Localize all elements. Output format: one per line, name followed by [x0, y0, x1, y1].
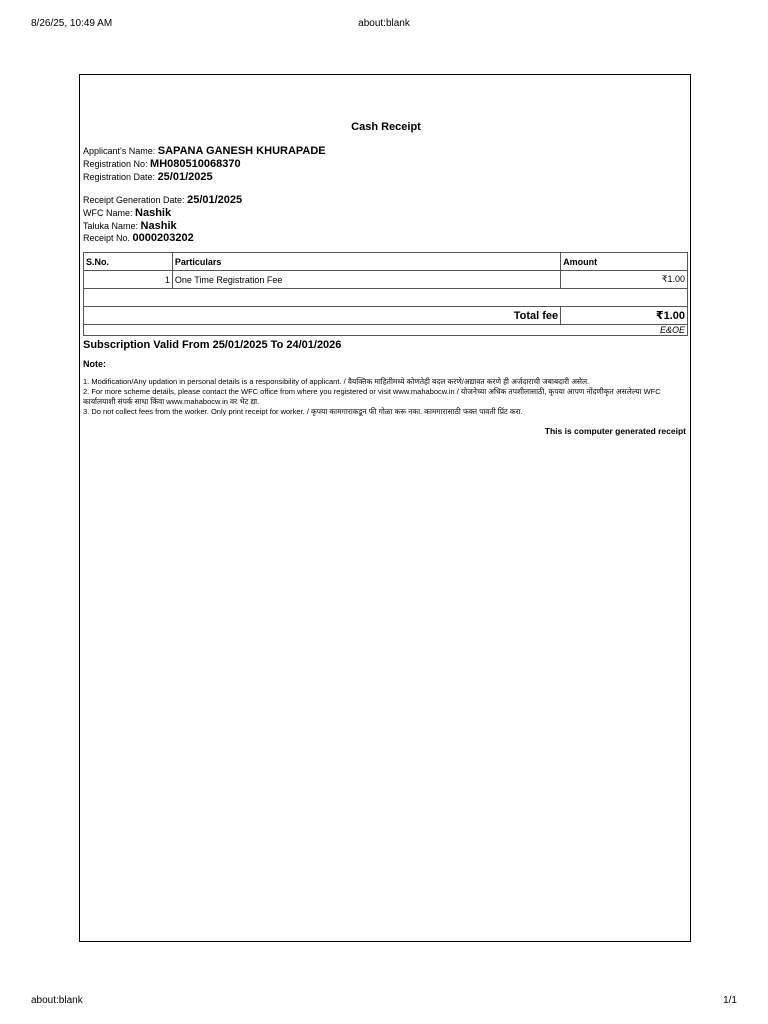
receipt-generation-date-label: Receipt Generation Date: [83, 195, 185, 205]
subscription-validity: Subscription Valid From 25/01/2025 To 24/01/2026 [83, 339, 342, 351]
applicant-name-line [83, 145, 326, 157]
table-row [84, 271, 688, 289]
fee-table [83, 252, 688, 336]
row-amount: ₹1.00 [561, 271, 688, 289]
registration-no-label: Registration No: [83, 159, 148, 169]
table-blank-row [84, 289, 688, 307]
total-fee-value: ₹1.00 [561, 307, 688, 325]
wfc-name-value: Nashik [135, 207, 172, 219]
note-label: Note: [83, 359, 106, 369]
receipt-frame [79, 74, 691, 942]
receipt-no-line [83, 232, 194, 244]
taluka-name-line [83, 220, 177, 232]
taluka-name-value: Nashik [140, 220, 177, 232]
blank-cell [84, 289, 688, 307]
header-sno: S.No. [84, 253, 173, 271]
applicant-name-label: Applicant's Name: [83, 146, 156, 156]
notes-list [83, 377, 688, 417]
print-footer [0, 995, 768, 1009]
row-particulars: One Time Registration Fee [172, 271, 560, 289]
registration-no-value: MH080510068370 [150, 158, 241, 170]
total-fee-label: Total fee [84, 307, 561, 325]
registration-date-line [83, 171, 213, 183]
wfc-name-label: WFC Name: [83, 208, 133, 218]
note-item: 1. Modification/Any updation in personal details is a responsibility of applicant. / वैयक्तिक माहितीमध्ये कोणतेही बदल करणे/अद्यावत करणे ही अर्जदाराची जबाबदारी असेल. [83, 377, 590, 386]
registration-date-label: Registration Date: [83, 172, 156, 182]
receipt-generation-date-value: 25/01/2025 [187, 194, 243, 206]
applicant-name-value: SAPANA GANESH KHURAPADE [157, 145, 326, 157]
header-particulars: Particulars [172, 253, 560, 271]
note-item: 2. For more scheme details, please contact the WFC office from where you registered or visit www.mahabocw.in / योजनेच्या अधिक तपशीलासाठी, कृपया आपण नोंदणीकृत असलेल्या WFC कार्यालयाशी संपर्क साधा किंवा www.mahabocw.in वर भेट द्या. [83, 387, 661, 406]
taluka-name-label: Taluka Name: [83, 221, 139, 231]
total-row [84, 307, 688, 325]
computer-generated-note: This is computer generated receipt [544, 426, 686, 436]
receipt-no-label: Receipt No. [83, 233, 131, 243]
print-page-number: 1/1 [723, 995, 737, 1006]
print-header [0, 18, 768, 32]
registration-no-line [83, 158, 241, 170]
receipt-no-value: 0000203202 [132, 232, 194, 244]
receipt-title: Cash Receipt [351, 121, 421, 133]
table-header-row [84, 253, 688, 271]
print-date: 8/26/25, 10:49 AM [31, 18, 113, 29]
row-sno: 1 [84, 271, 173, 289]
receipt-generation-date-line [83, 194, 242, 206]
note-item: 3. Do not collect fees from the worker. Only print receipt for worker. / कृपया कामगाराकडून फी गोळा करू नका. कामगारासाठी फक्त पावती प्रिंट करा. [83, 407, 523, 416]
header-amount: Amount [561, 253, 688, 271]
eoe-text: E&OE [84, 325, 688, 336]
print-footer-url: about:blank [31, 995, 83, 1006]
eoe-row [84, 325, 688, 336]
wfc-name-line [83, 207, 171, 219]
print-page-title: about:blank [358, 18, 410, 29]
registration-date-value: 25/01/2025 [157, 171, 213, 183]
